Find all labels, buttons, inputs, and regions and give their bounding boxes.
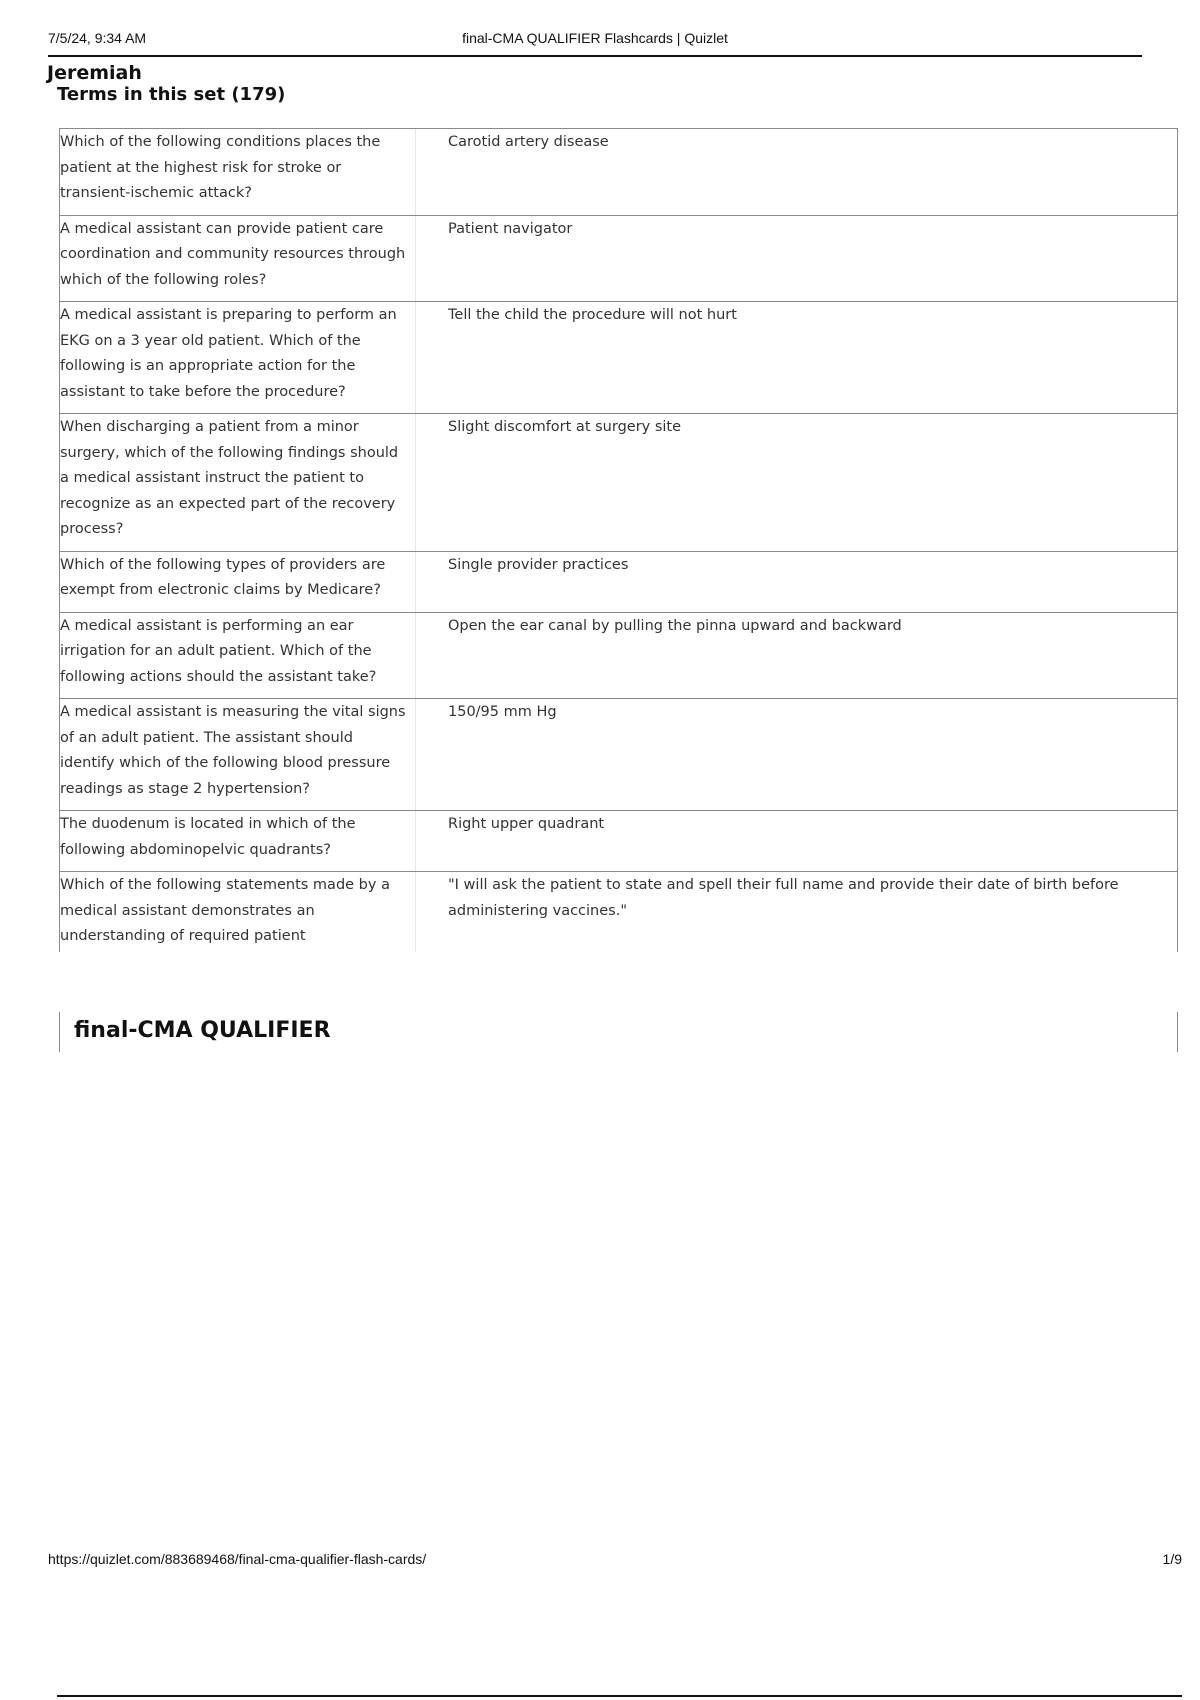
- term-row[interactable]: [60, 699, 1178, 811]
- author-name[interactable]: Jeremiah: [47, 62, 142, 84]
- set-title-footer: [59, 1012, 1178, 1052]
- term-text: A medical assistant is performing an ear irrigation for an adult patient. Which of the following actions should the assistant take?: [60, 612, 416, 699]
- definition-text: Right upper quadrant: [416, 811, 1178, 872]
- definition-text: Patient navigator: [416, 215, 1178, 302]
- page-bottom-divider: [57, 1695, 1182, 1697]
- definition-text: 150/95 mm Hg: [416, 699, 1178, 811]
- header-divider: [48, 55, 1142, 57]
- term-text: Which of the following types of providers are exempt from electronic claims by Medicare?: [60, 551, 416, 612]
- term-text: When discharging a patient from a minor surgery, which of the following findings should a medical assistant instruct the patient to recognize as an expected part of the recovery process?: [60, 414, 416, 552]
- definition-text: Tell the child the procedure will not hurt: [416, 302, 1178, 414]
- definition-text: Single provider practices: [416, 551, 1178, 612]
- term-text: Which of the following conditions places the patient at the highest risk for stroke or transient-ischemic attack?: [60, 129, 416, 216]
- term-text: A medical assistant can provide patient care coordination and community resources through which of the following roles?: [60, 215, 416, 302]
- term-text: Which of the following statements made by a medical assistant demonstrates an understanding of required patient: [60, 872, 416, 952]
- term-text: The duodenum is located in which of the following abdominopelvic quadrants?: [60, 811, 416, 872]
- term-row[interactable]: [60, 302, 1178, 414]
- term-row[interactable]: [60, 811, 1178, 872]
- print-document-title: final-CMA QUALIFIER Flashcards | Quizlet: [462, 30, 728, 46]
- page-number: 1/9: [1162, 1551, 1182, 1567]
- term-row[interactable]: [60, 551, 1178, 612]
- print-footer: [48, 1551, 1182, 1567]
- print-timestamp: 7/5/24, 9:34 AM: [48, 30, 147, 46]
- definition-text: "I will ask the patient to state and spell their full name and provide their date of birth before administering vaccines.": [416, 872, 1178, 952]
- definition-text: Carotid artery disease: [416, 129, 1178, 216]
- definition-text: Open the ear canal by pulling the pinna upward and backward: [416, 612, 1178, 699]
- page-url[interactable]: https://quizlet.com/883689468/final-cma-qualifier-flash-cards/: [48, 1551, 427, 1567]
- term-text: A medical assistant is measuring the vital signs of an adult patient. The assistant should identify which of the following blood pressure readings as stage 2 hypertension?: [60, 699, 416, 811]
- print-header: [48, 30, 1142, 56]
- term-row[interactable]: [60, 872, 1178, 952]
- terms-heading: Terms in this set (179): [57, 84, 286, 105]
- definition-text: Slight discomfort at surgery site: [416, 414, 1178, 552]
- term-row[interactable]: [60, 215, 1178, 302]
- term-text: A medical assistant is preparing to perform an EKG on a 3 year old patient. Which of the following is an appropriate action for the assistant to take before the procedure?: [60, 302, 416, 414]
- term-row[interactable]: [60, 612, 1178, 699]
- set-title[interactable]: final-CMA QUALIFIER: [74, 1018, 331, 1043]
- term-row[interactable]: [60, 414, 1178, 552]
- term-row[interactable]: [60, 129, 1178, 216]
- terms-table: [59, 128, 1178, 952]
